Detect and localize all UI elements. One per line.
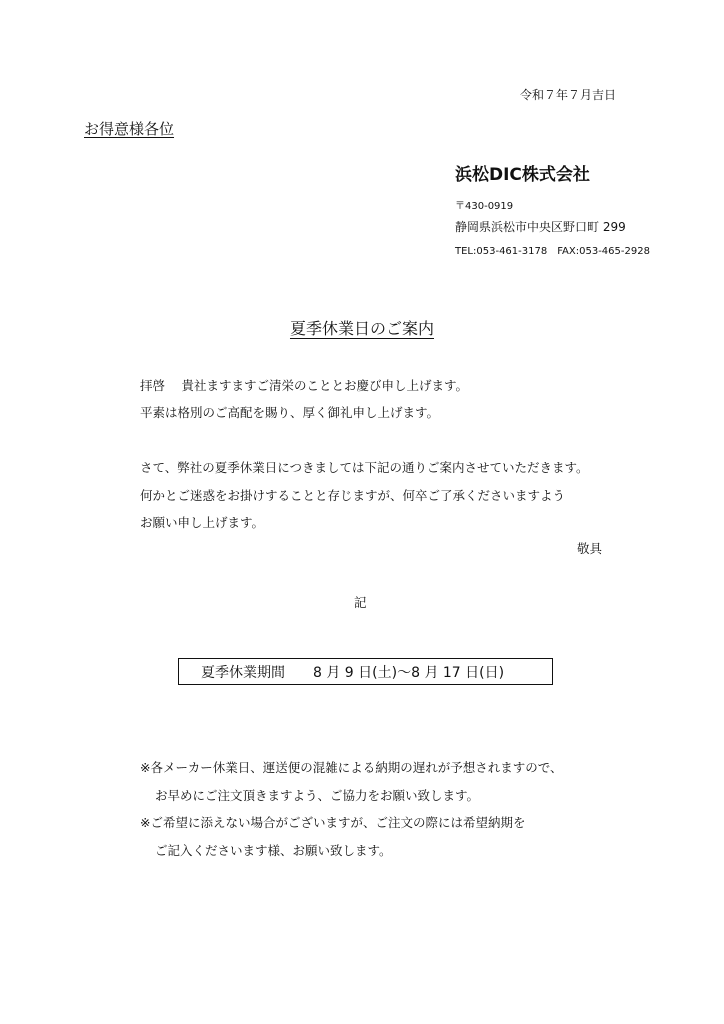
company-address: 静岡県浜松市中央区野口町 299 (455, 220, 626, 234)
closing-word: 敬具 (577, 541, 603, 556)
recipient: お得意様各位 (84, 120, 175, 138)
body-line: 拝啓 貴社ますますご清栄のこととお慶び申し上げます。 (140, 378, 468, 393)
note-line: お早めにご注文頂きますよう、ご協力をお願い致します。 (155, 788, 480, 803)
note-line: ご記入くださいます様、お願い致します。 (155, 843, 392, 858)
note-line: ※ご希望に添えない場合がございますが、ご注文の際には希望納期を (140, 815, 526, 830)
body-line: 平素は格別のご高配を賜り、厚く御礼申し上げます。 (140, 405, 440, 420)
letter-date: 令和７年７月吉日 (520, 88, 617, 102)
note-line: ※各メーカー休業日、運送便の混雑による納期の遅れが予想されますので、 (140, 760, 563, 775)
company-name: 浜松DIC株式会社 (455, 165, 590, 185)
body-line: お願い申し上げます。 (140, 515, 265, 530)
page-title: 夏季休業日のご案内 (289, 319, 434, 338)
postal-code: 〒430-0919 (455, 201, 514, 212)
holiday-period-dates: 8 月 9 日(土)～8 月 17 日(日) (313, 664, 505, 681)
record-mark: 記 (354, 595, 367, 610)
holiday-period-box (178, 658, 553, 685)
body-line: 何かとご迷惑をお掛けすることと存じますが、何卒ご了承くださいますよう (140, 488, 566, 503)
holiday-period-label: 夏季休業期間 (201, 664, 285, 681)
contact-numbers: TEL:053-461-3178 FAX:053-465-2928 (455, 246, 650, 257)
body-line: さて、弊社の夏季休業日につきましては下記の通りご案内させていただきます。 (140, 460, 589, 475)
